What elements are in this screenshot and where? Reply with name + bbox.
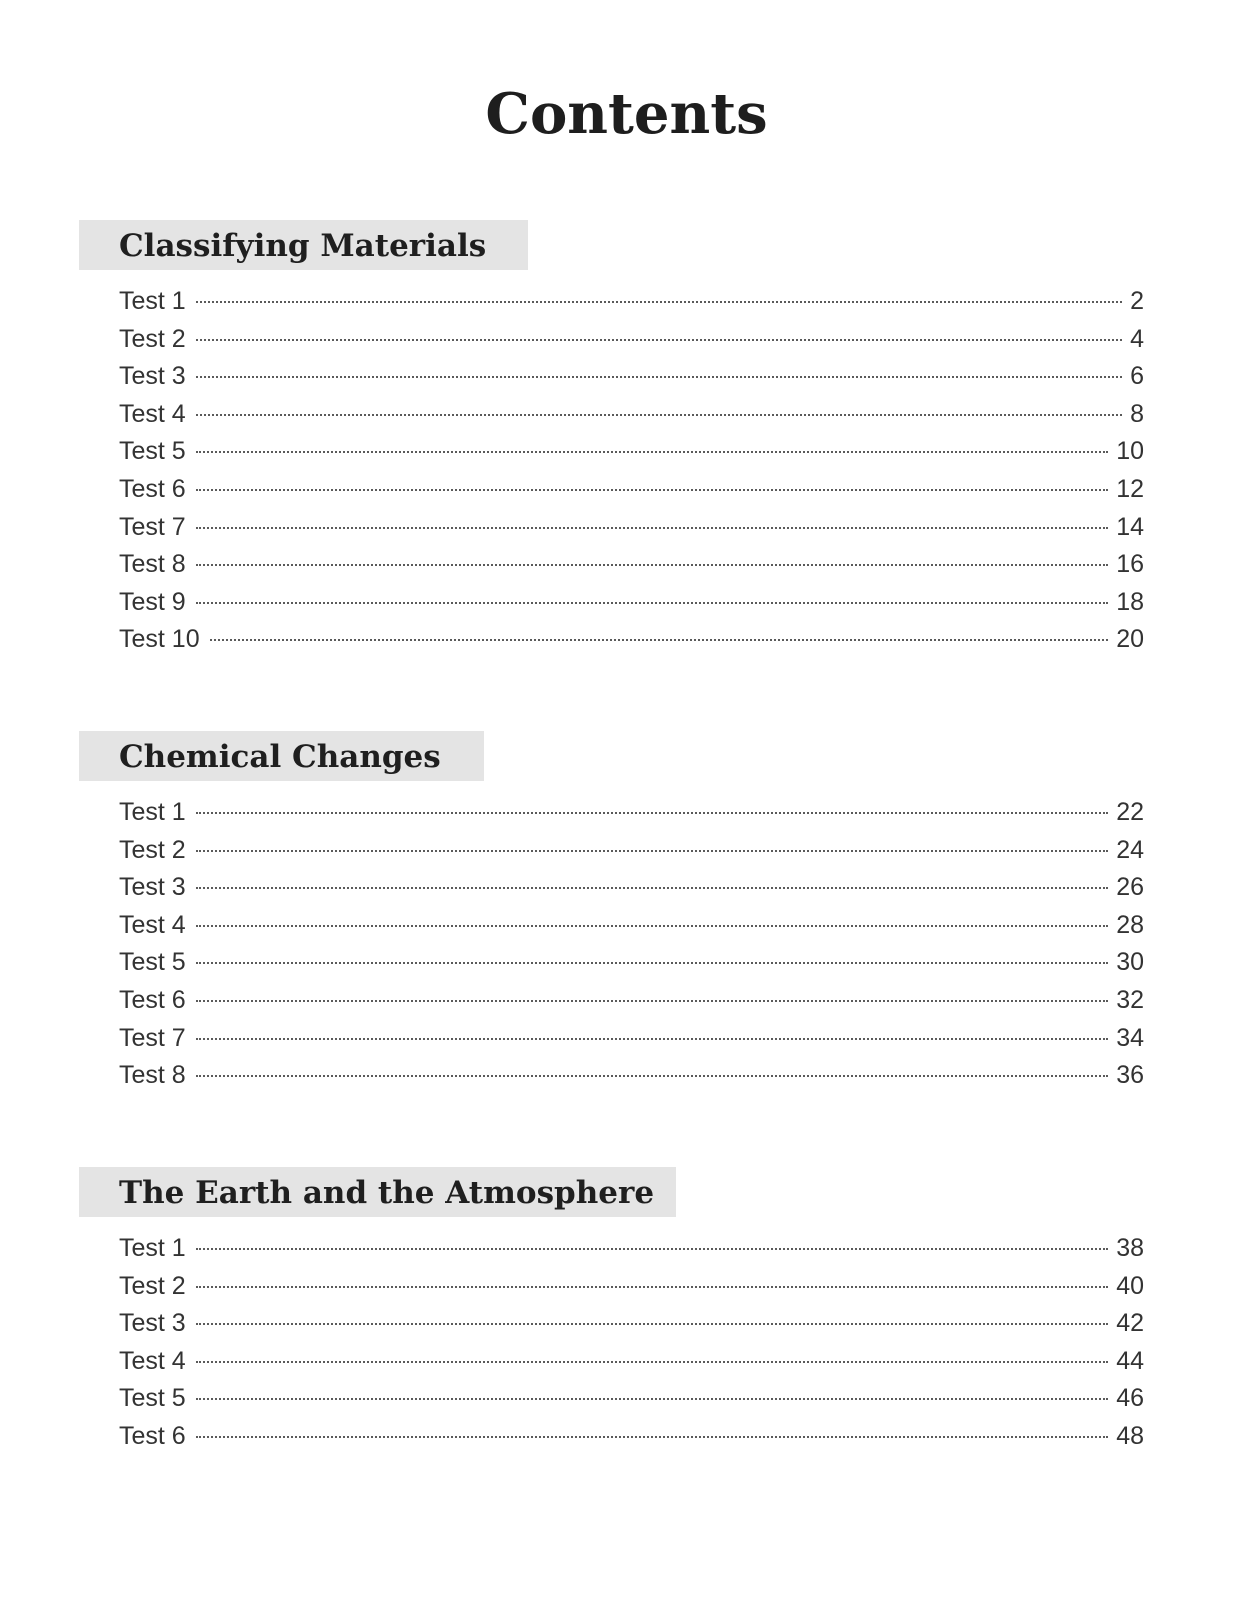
entry-label: Test 6 [119, 474, 186, 503]
entry-label: Test 2 [119, 1271, 186, 1300]
toc-entry[interactable] [119, 907, 1144, 945]
toc-entry[interactable] [119, 433, 1144, 471]
dot-leader [196, 1286, 1108, 1288]
dot-leader [196, 962, 1108, 964]
dot-leader [196, 376, 1122, 378]
dot-leader [196, 451, 1108, 453]
entry-label: Test 6 [119, 1421, 186, 1450]
entry-label: Test 6 [119, 985, 186, 1014]
entry-label: Test 3 [119, 873, 186, 902]
entry-label: Test 8 [119, 1061, 186, 1090]
entry-page-number: 46 [1116, 1384, 1144, 1413]
toc-entry[interactable] [119, 621, 1144, 659]
entry-page-number: 24 [1116, 835, 1144, 864]
dot-leader [210, 639, 1109, 641]
dot-leader [196, 1323, 1108, 1325]
entry-page-number: 32 [1116, 985, 1144, 1014]
section-heading: The Earth and the Atmosphere [79, 1167, 676, 1217]
dot-leader [196, 602, 1108, 604]
entry-label: Test 4 [119, 399, 186, 428]
entry-page-number: 4 [1130, 324, 1144, 353]
dot-leader [196, 1000, 1108, 1002]
toc-list [119, 1230, 1144, 1456]
entry-page-number: 22 [1116, 798, 1144, 826]
entry-label: Test 5 [119, 1384, 186, 1413]
entry-label: Test 9 [119, 587, 186, 616]
entry-page-number: 42 [1116, 1309, 1144, 1338]
toc-entry[interactable] [119, 1020, 1144, 1058]
entry-page-number: 28 [1116, 910, 1144, 939]
toc-entry[interactable] [119, 1057, 1144, 1095]
toc-entry[interactable] [119, 1305, 1144, 1343]
toc-entry[interactable] [119, 1230, 1144, 1268]
dot-leader [196, 812, 1108, 814]
entry-label: Test 5 [119, 948, 186, 977]
entry-page-number: 38 [1116, 1234, 1144, 1262]
toc-entry[interactable] [119, 1380, 1144, 1418]
entry-label: Test 3 [119, 362, 186, 391]
dot-leader [196, 1038, 1108, 1040]
dot-leader [196, 564, 1108, 566]
entry-page-number: 26 [1116, 873, 1144, 902]
dot-leader [196, 339, 1122, 341]
toc-entry[interactable] [119, 283, 1144, 321]
entry-page-number: 34 [1116, 1023, 1144, 1052]
entry-label: Test 2 [119, 324, 186, 353]
entry-page-number: 12 [1116, 474, 1144, 503]
entry-label: Test 4 [119, 1346, 186, 1375]
dot-leader [196, 527, 1108, 529]
toc-entry[interactable] [119, 509, 1144, 547]
section-heading: Classifying Materials [79, 220, 528, 270]
toc-entry[interactable] [119, 794, 1144, 832]
entry-page-number: 6 [1130, 362, 1144, 391]
toc-entry[interactable] [119, 321, 1144, 359]
entry-label: Test 3 [119, 1309, 186, 1338]
dot-leader [196, 414, 1122, 416]
toc-list [119, 283, 1144, 659]
toc-list [119, 794, 1144, 1095]
dot-leader [196, 925, 1108, 927]
entry-label: Test 1 [119, 798, 186, 826]
entry-page-number: 40 [1116, 1271, 1144, 1300]
dot-leader [196, 887, 1108, 889]
entry-label: Test 8 [119, 550, 186, 579]
dot-leader [196, 1075, 1108, 1077]
entry-label: Test 10 [119, 625, 200, 654]
entry-label: Test 7 [119, 1023, 186, 1052]
dot-leader [196, 489, 1108, 491]
toc-entry[interactable] [119, 546, 1144, 584]
page-title: Contents [485, 81, 768, 147]
entry-label: Test 2 [119, 835, 186, 864]
entry-page-number: 48 [1116, 1421, 1144, 1450]
entry-page-number: 14 [1116, 512, 1144, 541]
toc-entry[interactable] [119, 1418, 1144, 1456]
dot-leader [196, 1248, 1108, 1250]
toc-entry[interactable] [119, 358, 1144, 396]
entry-label: Test 5 [119, 437, 186, 466]
toc-entry[interactable] [119, 832, 1144, 870]
entry-page-number: 16 [1116, 550, 1144, 579]
entry-label: Test 1 [119, 287, 186, 315]
entry-label: Test 7 [119, 512, 186, 541]
dot-leader [196, 1436, 1108, 1438]
entry-page-number: 8 [1130, 399, 1144, 428]
entry-label: Test 4 [119, 910, 186, 939]
entry-page-number: 18 [1116, 587, 1144, 616]
toc-entry[interactable] [119, 869, 1144, 907]
dot-leader [196, 1361, 1108, 1363]
dot-leader [196, 301, 1122, 303]
toc-entry[interactable] [119, 584, 1144, 622]
entry-page-number: 36 [1116, 1061, 1144, 1090]
toc-entry[interactable] [119, 1343, 1144, 1381]
section-heading: Chemical Changes [79, 731, 484, 781]
toc-entry[interactable] [119, 944, 1144, 982]
dot-leader [196, 850, 1108, 852]
toc-entry[interactable] [119, 396, 1144, 434]
entry-label: Test 1 [119, 1234, 186, 1262]
toc-entry[interactable] [119, 471, 1144, 509]
entry-page-number: 10 [1116, 437, 1144, 466]
dot-leader [196, 1398, 1108, 1400]
toc-entry[interactable] [119, 1268, 1144, 1306]
entry-page-number: 20 [1116, 625, 1144, 654]
entry-page-number: 30 [1116, 948, 1144, 977]
entry-page-number: 44 [1116, 1346, 1144, 1375]
entry-page-number: 2 [1130, 287, 1144, 315]
toc-entry[interactable] [119, 982, 1144, 1020]
